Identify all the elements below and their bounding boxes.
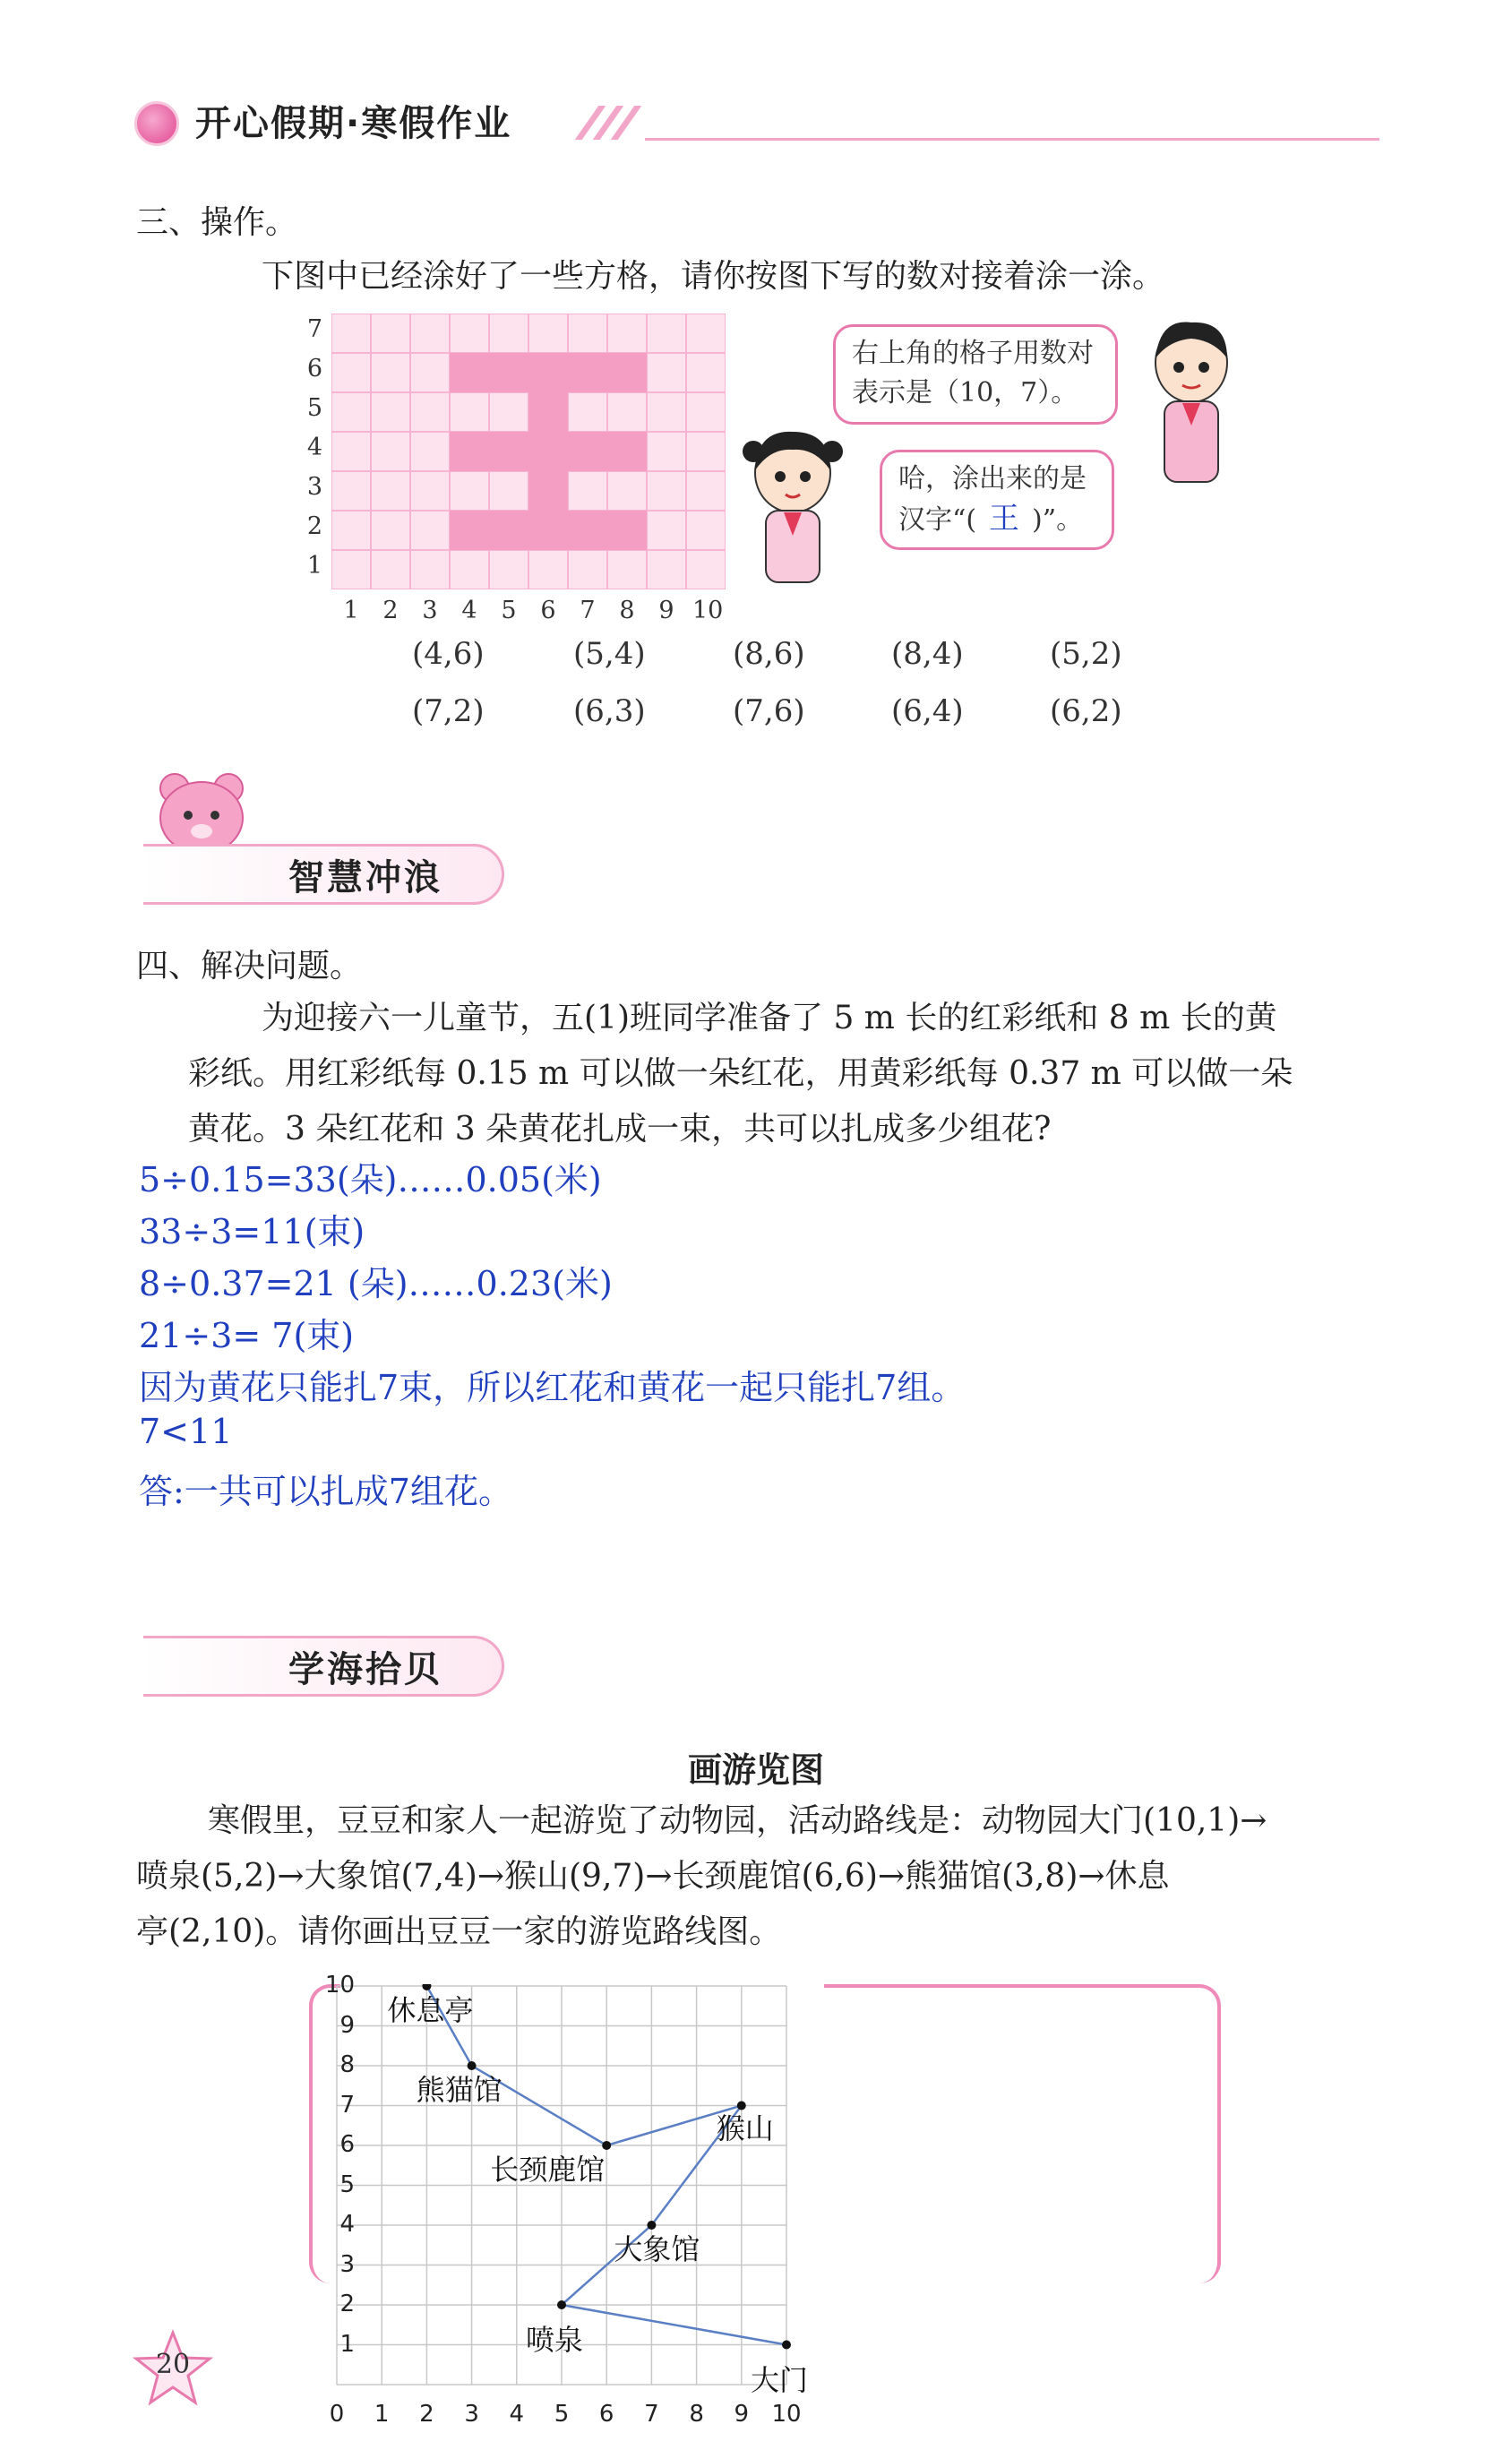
answer-line: 5÷0.15=33(朵)……0.05(米) — [139, 1160, 602, 1199]
girl-bubble-line2: 汉字“( 王 )”。 — [898, 501, 1084, 537]
map-x-label: 5 — [554, 2401, 570, 2428]
map-place-label: 休息亭 — [387, 1993, 474, 2027]
map-x-label: 0 — [329, 2401, 345, 2428]
grid-x-label: 8 — [619, 597, 635, 624]
girl-illustration — [730, 421, 855, 591]
girl-bubble-line1: 哈，涂出来的是 — [898, 463, 1087, 494]
boy-bubble-line2: 表示是（10，7）。 — [852, 377, 1078, 408]
problem-line1: 为迎接六一儿童节，五(1)班同学准备了 5 m 长的红彩纸和 8 m 长的黄 — [262, 1000, 1277, 1036]
route-point — [782, 2341, 791, 2350]
map-place-label: 熊猫馆 — [416, 2073, 503, 2107]
pair-item: (6,3) — [573, 693, 646, 729]
map-x-label: 1 — [374, 2401, 390, 2428]
problem-line3: 黄花。3 朵红花和 3 朵黄花扎成一束，共可以扎成多少组花? — [188, 1111, 1052, 1148]
grid-x-label: 10 — [692, 597, 724, 624]
grid-y-label: 7 — [306, 315, 322, 343]
girl-bubble-answer: 王 — [989, 501, 1020, 537]
grid-x-label: 9 — [658, 597, 674, 624]
boy-illustration — [1138, 314, 1245, 493]
grid-x-label: 6 — [540, 597, 556, 624]
answer-line: 33÷3=11(束) — [139, 1212, 365, 1251]
grid-x-label: 4 — [461, 597, 477, 624]
map-x-label: 7 — [644, 2401, 659, 2428]
map-x-label: 6 — [598, 2401, 614, 2428]
map-y-label: 5 — [339, 2171, 355, 2198]
section4-heading: 四、解决问题。 — [136, 948, 363, 984]
map-x-label: 4 — [509, 2401, 525, 2428]
pair-item: (6,4) — [891, 693, 964, 729]
map-text-line2: 喷泉(5,2)→大象馆(7,4)→猴山(9,7)→长颈鹿馆(6,6)→熊猫馆(3,8)→休息 — [136, 1858, 1170, 1895]
answer-line: 因为黄花只能扎7束，所以红花和黄花一起只能扎7组。 — [139, 1368, 966, 1407]
map-y-label: 6 — [339, 2131, 355, 2158]
map-y-label: 7 — [339, 2091, 355, 2119]
banner-xuehai-label: 学海拾贝 — [288, 1649, 442, 1690]
map-x-label: 8 — [689, 2401, 704, 2428]
boy-speech-bubble — [833, 324, 1118, 425]
answer-line: 21÷3= 7(束) — [139, 1316, 355, 1355]
coloring-grid-svg — [331, 314, 726, 589]
header-divider — [645, 138, 1379, 141]
map-x-label: 3 — [464, 2401, 479, 2428]
problem-line2: 彩纸。用红彩纸每 0.15 m 可以做一朵红花，用黄彩纸每 0.37 m 可以做一朵 — [188, 1055, 1293, 1092]
map-text-line3: 亭(2,10)。请你画出豆豆一家的游览路线图。 — [136, 1913, 782, 1950]
pair-item: (8,6) — [733, 636, 805, 672]
map-place-label: 大象馆 — [614, 2232, 700, 2266]
header-title: 开心假期·寒假作业 — [195, 103, 512, 144]
grid-y-label: 2 — [306, 512, 322, 540]
grid-y-label: 6 — [306, 355, 322, 383]
pair-item: (6,2) — [1050, 693, 1122, 729]
pair-item: (5,4) — [573, 636, 646, 672]
map-y-label: 4 — [339, 2211, 355, 2238]
coloring-grid — [331, 314, 726, 589]
grid-x-label: 1 — [343, 597, 359, 624]
map-place-label: 喷泉 — [526, 2323, 584, 2357]
page-number: 20 — [155, 2349, 191, 2380]
map-y-label: 2 — [339, 2291, 355, 2317]
map-title: 画游览图 — [687, 1750, 824, 1790]
map-place-label: 猴山 — [716, 2110, 774, 2145]
boy-bubble-line1: 右上角的格子用数对 — [852, 338, 1094, 369]
header-logo-icon — [134, 101, 179, 146]
map-x-label: 9 — [734, 2401, 750, 2428]
pair-item: (7,2) — [412, 693, 485, 729]
map-place-label: 大门 — [751, 2362, 809, 2397]
section3-instruction: 下图中已经涂好了一些方格，请你按图下写的数对接着涂一涂。 — [262, 258, 1165, 295]
grid-y-label: 4 — [306, 434, 322, 461]
grid-y-label: 1 — [306, 552, 322, 580]
grid-x-label: 3 — [422, 597, 438, 624]
pair-item: (8,4) — [891, 636, 964, 672]
answer-line: 7<11 — [139, 1412, 233, 1451]
map-y-label: 8 — [339, 2051, 355, 2078]
pair-item: (4,6) — [412, 636, 485, 672]
section3-heading: 三、操作。 — [136, 204, 298, 241]
answer-line: 答:一共可以扎成7组花。 — [139, 1472, 512, 1511]
grid-x-label: 7 — [580, 597, 596, 624]
map-y-label: 3 — [339, 2250, 355, 2278]
map-x-label: 2 — [419, 2401, 434, 2428]
map-x-label: 10 — [771, 2401, 802, 2428]
map-y-label: 1 — [339, 2330, 355, 2358]
grid-x-label: 2 — [382, 597, 399, 624]
map-place-label: 长颈鹿馆 — [490, 2153, 606, 2187]
map-y-label: 9 — [339, 2011, 355, 2039]
grid-y-label: 3 — [306, 473, 322, 501]
grid-y-label: 5 — [306, 394, 322, 422]
answer-line: 8÷0.37=21 (朵)……0.23(米) — [139, 1264, 613, 1303]
banner-zhihui-label: 智慧冲浪 — [288, 857, 442, 898]
grid-x-label: 5 — [501, 597, 517, 624]
route-point — [557, 2300, 566, 2309]
map-text-line1: 寒假里，豆豆和家人一起游览了动物园，活动路线是：动物园大门(10,1)→ — [208, 1802, 1267, 1839]
map-y-label: 10 — [324, 1972, 355, 1999]
pair-item: (7,6) — [733, 693, 805, 729]
wang-character-shape — [450, 353, 647, 550]
pair-item: (5,2) — [1050, 636, 1122, 672]
girl-speech-bubble — [880, 450, 1114, 550]
